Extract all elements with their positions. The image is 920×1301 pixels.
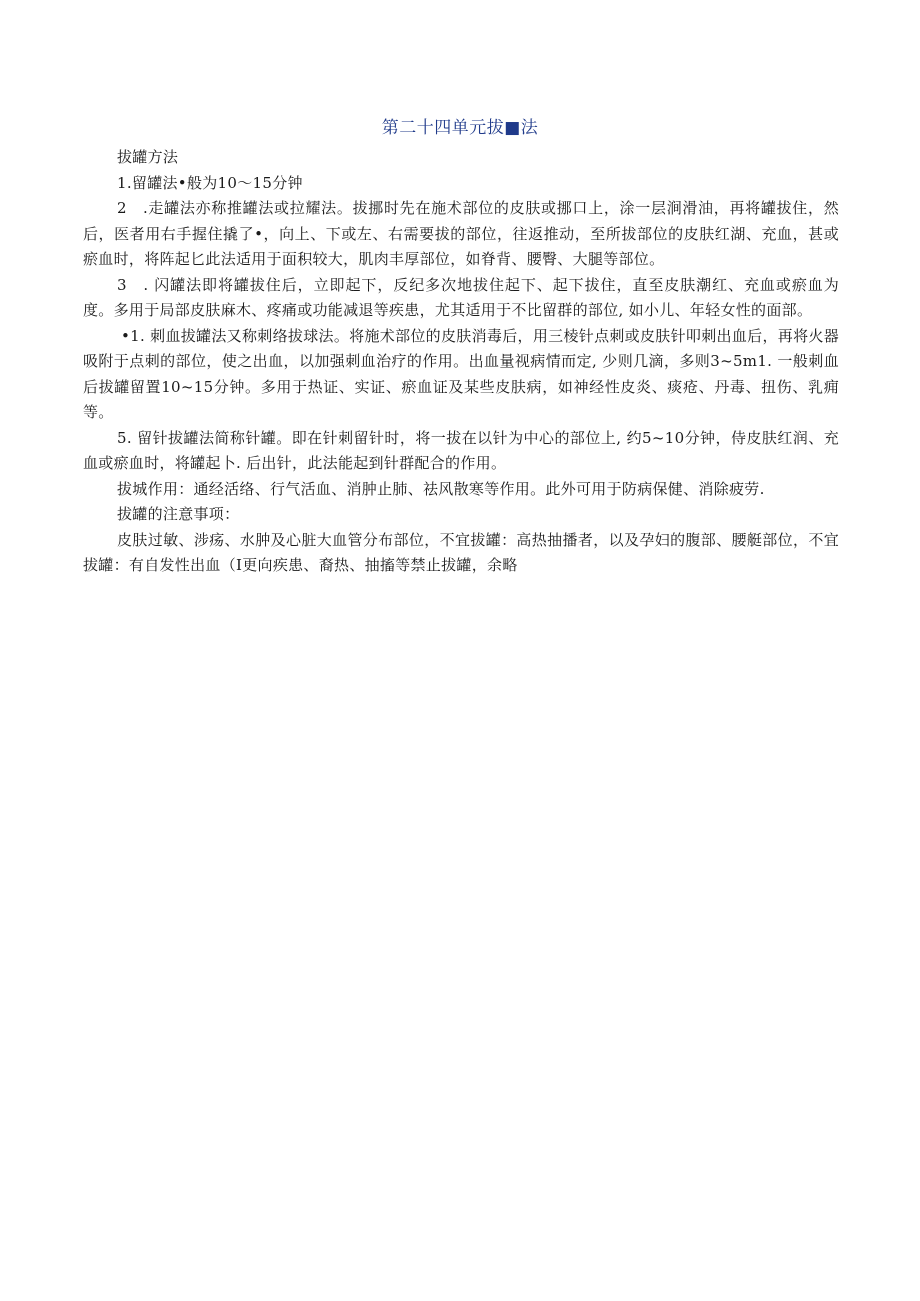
paragraph-flash-cupping: 3 . 闪罐法即将罐拔住后，立即起下，反纪多次地拔住起下、起下拔住，直至皮肤潮红、充血或瘀血为度。多用于局部皮肤麻木、疼痛或功能减退等疾患，尤其适用于不比留群的部位, 如小儿、年轻女性的面部。 (83, 275, 839, 319)
paragraph-precautions: 皮肤过敏、涉疡、水肿及心脏大血管分布部位，不宜拔罐：高热抽播者，以及孕妇的腹部、腰艇部位，不宜拔罐：有自发性出血（I更向疾患、裔热、抽搐等禁止拔罐，余略 (83, 530, 839, 574)
paragraph-bloodletting-cupping: •1. 刺血拔罐法又称刺络拔球法。将施术部位的皮肤消毒后，用三棱针点刺或皮肤针叩刺出血后，再将火器吸附于点刺的部位，使之出血，以加强刺血治疗的作用。出血量视病情而定, 少则几滴，多则3~5m1. 一般刺血后拔罐留置10~15分钟。多用于热证、实证、瘀血证及某些皮肤病，如神经性皮炎、痰疮、丹毒、扭伤、乳痈等。 (83, 326, 839, 421)
document-title: 第二十四单元拔■法 (381, 118, 539, 138)
paragraph-precautions-heading: 拔罐的注意事项： (117, 505, 240, 523)
paragraph-needle-cupping: 5. 留针拔罐法简称针罐。即在针刺留针时，将一拔在以针为中心的部位上, 约5~10分钟，侍皮肤红润、充血或瘀血时，将罐起卜. 后出针，此法能起到针群配合的作用。 (83, 428, 839, 472)
paragraph-moving-cupping: 2 .走罐法亦称推罐法或拉耀法。拔挪时先在施术部位的皮肤或挪口上，涂一层涧滑油，再将罐拔住，然后，医者用右手握住撬了•，向上、下或左、右需要拔的部位，往返推动，至所拔部位的皮肤红湖、充血，甚或瘀血时，将阵起匕此法适用于面积较大，肌肉丰厚部位，如脊背、腰臀、大腿等部位。 (83, 199, 839, 268)
document-body (83, 145, 839, 579)
paragraph-retained-cupping: 1.留罐法•般为10～15分钟 (117, 173, 303, 192)
paragraph-cupping-methods-heading: 拔罐方法 (117, 148, 179, 166)
paragraph-cupping-effects: 拔城作用：通经活络、行气活血、消肿止肺、祛风散寒等作用。此外可用于防病保健、消除疲劳. (117, 479, 765, 498)
